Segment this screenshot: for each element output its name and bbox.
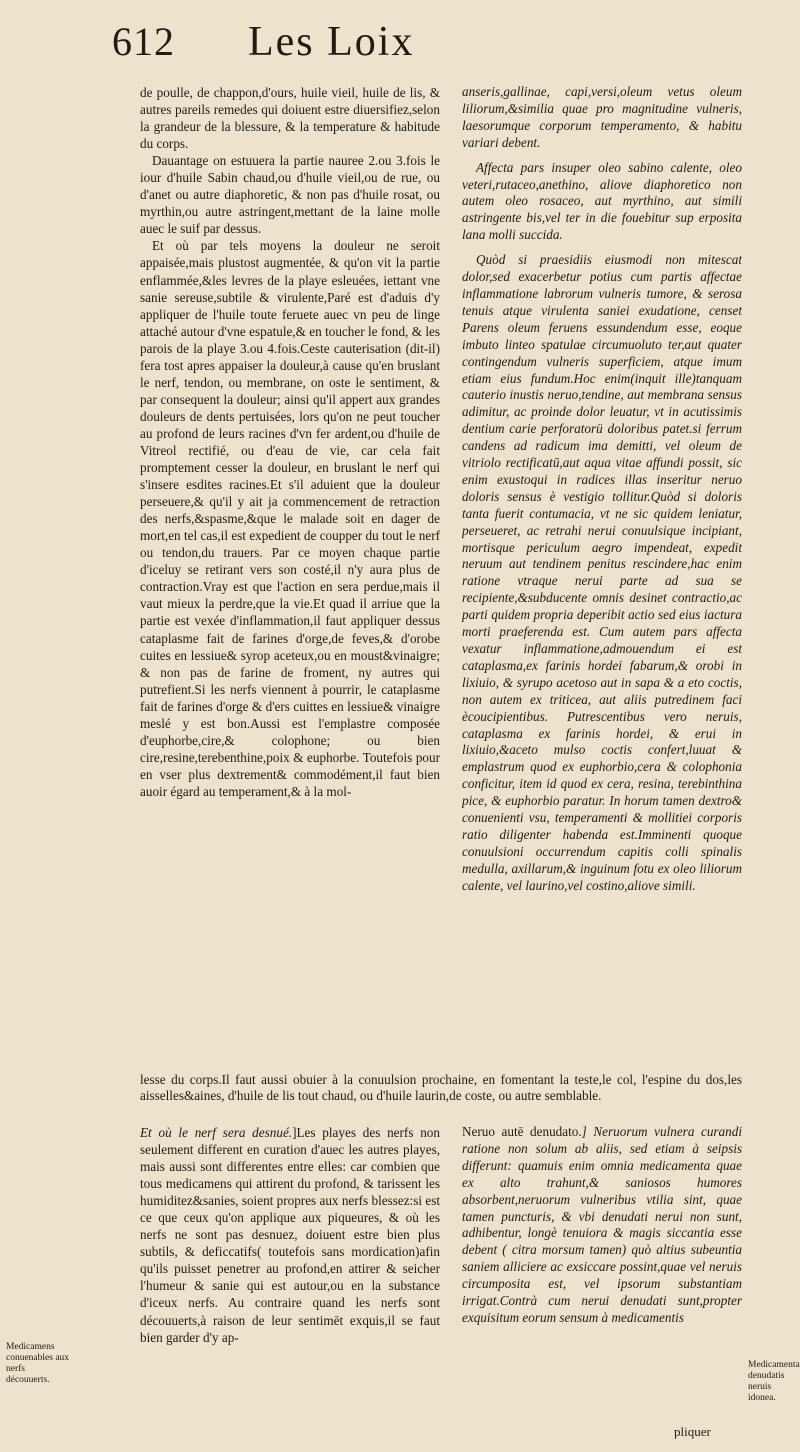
latin-paragraph: Affecta pars insuper oleo sabino calente, oleo veteri,rutaceo,anethino, aliove diaphoretico non autem oleo rosaceo, aut myrthino, aut simili astringente bis,vel ter in die fouebitur sup erposita lana molli succida. [462,159,742,243]
margin-note-latin: Medicamenta denudatis neruis idonea. [748,1360,800,1403]
french-lemma-text: ]Les playes des nerfs non seulement different en curation d'auec les autres playes, mais aussi sont differentes entre elles: car combien que tous medicamens qui attirent du profond, & tarissent les humiditez&sanies, soient propres aux nerfs blessez:si est ce que ceux qu'on applique aux piqueures, & où les nerfs ne sont pas desnuez, doiuent estre bien plus subtils, & deficcatifs( toutefois sans mordication)afin qu'ils puisset penetrer au profond,en attirer & seicher l'humeur & sanie qui est autour,ou en la substance d'iceux nerfs. Au contraire quand les nerfs sont découuerts,à raison de leur sentimēt exquis,il se faut bien garder d'y ap- [140,1125,440,1345]
latin-column-top [462,84,742,1074]
latin-lemma: Neruo autē denudato. [462,1124,582,1139]
page-number: 612 [112,19,175,64]
french-paragraph: Et où par tels moyens la douleur ne seroit appaisée,mais plustost augmentée, & qu'on vit la partie enflammée,&les levres de la playe esleuées, iettant vne sanie sereuse,subtile & virulente,Paré est d'aduis d'y appliquer de l'huile toute feruete auec vn peu de linge attaché autour d'vne espatule,& en toucher le fond, & les parois de la playe 3.ou 4.fois.Ceste cauterisation (dit-il) fera tost apres appaiser la douleur,à cause qu'en bruslant le nerf, tendon, ou membrane, on oste le sentiment, & par consequent la douleur; ainsi qu'il appert aux grandes douleurs de dents pertuisées, lors qu'on ne peut toucher au profond de leurs racines d'vn fer ardent,ou d'huile de Vitreol rectifié, ou d'eau de vie, car cela fait promptement cesser la douleur, en bruslant le nerf qui s'insere esdites racines.Et s'il aduient que la douleur perseuere,& qu'il y ait ja commencement de retraction des nerfs,&spasme,&que le malade soit en dager de mort,en tel cas,il est expedient de coupper du tout le nerf ou tendon,du trauers. Par ce moyen chaque partie d'iceluy se retirant vers son costé,il n'y aura plus de contraction.Vray est que l'action en sera perdue,mais il vaut mieux la perdre,que la vie.Et quad il arriue que la partie est vexée d'inflammation,il faut appliquer dessus cataplasme fait de farines d'orge,de feves,& d'orobe cuites en lessiue& syrop aceteux,ou en moust&vinaigre; & non pas de farine de froment, ny autres qui putrefient.Si les nerfs viennent à pourrir, le cataplasme fait de farines d'orge & d'ers cuittes en lessiue& vinaigre meslé y est bon.Aussi est l'emplastre composée d'euphorbe,cire,& colophone; ou bien cire,resine,terebenthine,poix & euphorbe. Toutefois pour en vser plus dextrement& commodément,il faut bien auoir égard au temperament,& à la mol- [140,238,440,799]
running-title: Les Loix [248,19,415,65]
latin-paragraph: Quòd si praesidiis eiusmodi non mitescat dolor,sed exacerbetur potius cum partis affectae inflammatione labrorum vulneris tumore, & serosa tenuis atque virulenta saniei exudatione, censet Parens oleum feruens essundendum esse, eoque imbuto linteo spatulae circumuoluto ter,aut quater contingendum vulneris superficiem, atque imum etiam eius fundum.Hoc enim(inquit ille)tanquam cauterio inustis neruo,tendine, aut membrana sensus adimitur, ac proinde dolor leuatur, vt in acutissimis dentium carie perforatorü doloribus patet.si ferrum candens ad radicum ima demitti, vel oleum de vitriolo rectificatū,aut aqua vitae affundi possit, sic enim exustoqui in radices illas inseritur neruo doloris sensus è vestigio tollitur.Quòd si doloris tanta fuerit contumacia, vt ne sic quidem leniatur, perseueret, ac retrahi nerui conuulsique incipiant, mortisque periculum aegro impendeat, expedit neruum aut tendinem penitus rescindere,hac enim ratione vtraque nerui parte ad sua se recipiente,&subducente omnis desinet contractio,ac parti quidem propria deperibit actio sed eius iactura morti praeferenda est. Cum autem pars affecta vexatur inflammatione,admouendum ei est cataplasma,ex farinis hordei fabarum,& orobi in lixiuio, & syrupo acetoso aut in sapa & a eto coctis, non autem ex triticea, aut aliis putredinem faci ècoucipientibus. Putrescentibus vero neruis, cataplasma ex farinis hordei, & erui in lixiuio,&aceto mulso coctis confert,luuat & emplastrum quod ex euphorbio,cera & colophonia conficitur, item id quod ex cera, resina, terebinthina pice, & euphorbio paratur. In horum tamen dextro& conuenienti vsu, temperamenti & mollitiei corporis ratio diligenter habenda est.Imminenti quoque conuulsioni occurrendum capitis colli spinalis medulla, axillarum,& inguinum fotu ex oleo liliorum calente, vel laurino,vel costino,aliove simili. [462,252,742,893]
french-column-bottom [140,1124,440,1440]
page-header [112,18,732,78]
latin-paragraph: anseris,gallinae, capi,versi,oleum vetus oleum liliorum,&similia quae pro magnitudine vulneris, laesorumque corporum temperamento, & habitu variari debent. [462,84,742,150]
latin-column-bottom [462,1124,742,1420]
bridge-paragraph: lesse du corps.Il faut aussi obuier à la conuulsion prochaine, en fomentant la teste,le col, l'espine du dos,les aisselles&aines, d'huile de lis tout chaud, ou d'huile laurin,de coste, ou autre semblable. [140,1072,742,1104]
french-paragraph: de poulle, de chappon,d'ours, huile vieil, huile de lis, & autres pareils remedes qui doiuent estre diuersifiez,selon la grandeur de la blessure, & la temperature & habitude du corps. [140,85,440,152]
catchword: pliquer [674,1424,711,1439]
latin-lemma-text: ] Neruorum vulnera curandi ratione non solum ab aliis, sed etiam à seipsis differunt: quamuis enim omnia medicamenta quae ex alto trahunt,& saniosos humores absorbent,neruorum vulneribus vtilia sint, quae tamen puncturis, & vbi denudati nerui non sunt, adhibentur, longè tenuiora & magis siccantia esse debent ( citra morsum tamen) quò altius subeuntia saniem alliciere ac exsiccare possint,quae vel neruis circumposita est, vel ipsorum substantiam irrigat.Contrà cum nerui denudati sunt,propter exquisitum eorum sensum à medicamentis [462,1124,742,1325]
latin-lemma-paragraph [462,1124,742,1327]
french-lemma-paragraph [140,1124,440,1346]
french-paragraph: Dauantage on estuuera la partie nauree 2.ou 3.fois le iour d'huile Sabin chaud,ou d'huile vieil,ou de rue, ou d'anet ou autre diaphoretic, & non pas d'huile rosat, ou myrthin,ou autre astringent,mettant de la laine molle auec le suif par dessus. [140,153,440,237]
french-full-width-lines [140,1072,742,1118]
margin-note-french: Medicamens conuenables aux nerfs découuerts. [6,1342,70,1385]
french-column-top [140,84,440,1074]
french-lemma: Et où le nerf sera desnué. [140,1125,293,1140]
